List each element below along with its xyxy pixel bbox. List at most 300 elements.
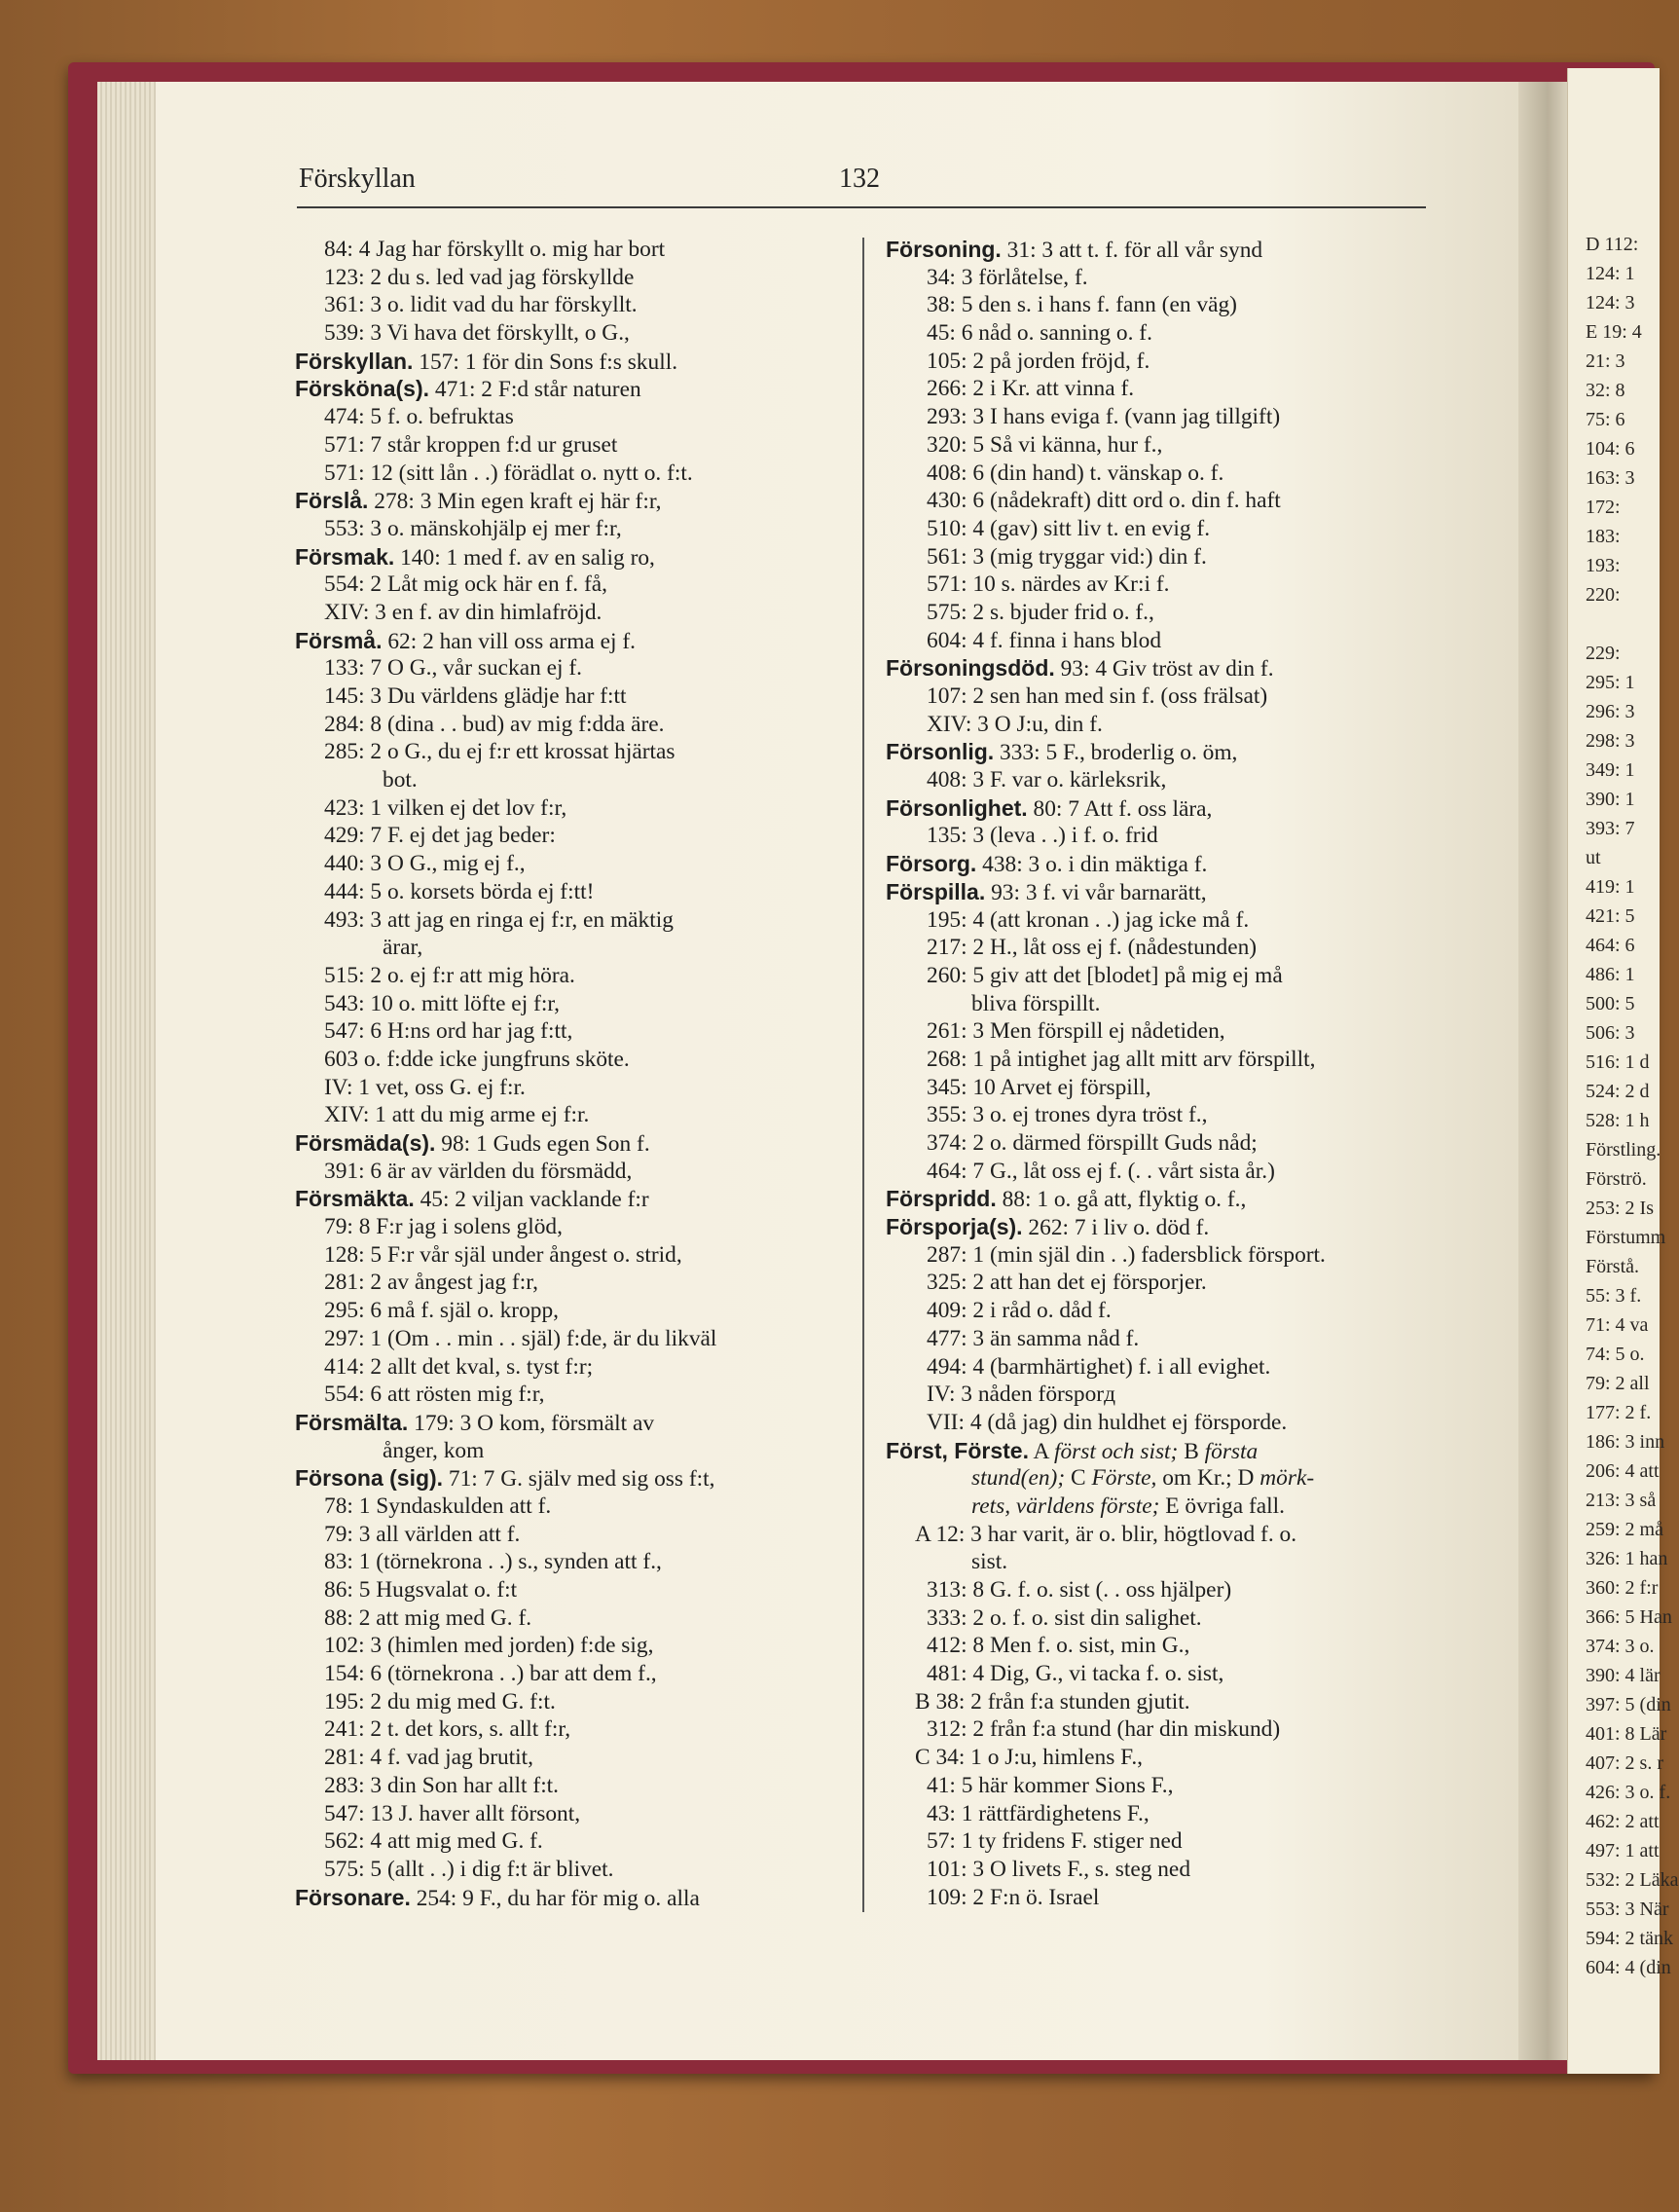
reference-text: 38: 5 den s. i hans f. fann (en väg) bbox=[927, 292, 1237, 318]
reference-text: 241: 2 t. det kors, s. allt f:r, bbox=[324, 1716, 571, 1743]
italic-text: först och sist; bbox=[1053, 1438, 1179, 1464]
index-reference-line bbox=[886, 1269, 1431, 1297]
reference-text: 571: 12 (sitt lån . .) förädlat o. nytt o. f:t. bbox=[324, 460, 693, 486]
reference-text: 543: 10 o. mitt löfte ej f:r, bbox=[324, 990, 561, 1016]
index-reference-line bbox=[886, 543, 1431, 571]
index-reference-line bbox=[295, 319, 845, 348]
reference-text: ärar, bbox=[383, 935, 423, 961]
reference-text: 313: 8 G. f. o. sist (. . oss hjälper) bbox=[927, 1577, 1232, 1603]
reference-text: 45: 2 viljan vacklande f:r bbox=[414, 1187, 649, 1213]
next-page-fragment: 594: 2 tänk bbox=[1586, 1928, 1673, 1949]
next-page-fragment: 183: bbox=[1586, 526, 1621, 547]
reference-text: 254: 9 F., du har för mig o. alla bbox=[410, 1885, 700, 1911]
index-reference-line bbox=[886, 906, 1431, 935]
next-page-fragment: 75: 6 bbox=[1586, 409, 1625, 430]
next-page-fragment: 259: 2 må bbox=[1586, 1519, 1663, 1540]
index-reference-line bbox=[886, 599, 1431, 627]
index-reference-line bbox=[886, 1353, 1431, 1382]
index-reference-line bbox=[295, 1827, 845, 1856]
next-page-fragment: 486: 1 bbox=[1586, 964, 1635, 985]
index-reference-line bbox=[295, 1576, 845, 1604]
reference-text: 575: 2 s. bjuder frid o. f., bbox=[927, 599, 1154, 625]
next-page-fragment: 516: 1 d bbox=[1586, 1051, 1650, 1073]
reference-text: 79: 3 all världen att f. bbox=[324, 1521, 521, 1547]
index-reference-line bbox=[295, 264, 845, 292]
next-page-fragment: 55: 3 f. bbox=[1586, 1285, 1642, 1307]
reference-text: 43: 1 rättfärdighetens F., bbox=[927, 1800, 1150, 1826]
next-page-fragment: 397: 5 (din bbox=[1586, 1694, 1671, 1715]
next-page-fragment: 296: 3 bbox=[1586, 701, 1635, 722]
reference-text: 78: 1 Syndaskulden att f. bbox=[324, 1493, 552, 1519]
reference-text: 539: 3 Vi hava det förskyllt, o G., bbox=[324, 320, 630, 347]
index-reference-line bbox=[886, 1772, 1431, 1800]
reference-text: 295: 6 må f. själ o. kropp, bbox=[324, 1298, 560, 1324]
index-headword-line bbox=[886, 654, 1431, 682]
index-reference-line bbox=[886, 1017, 1431, 1046]
reference-text: 562: 4 att mig med G. f. bbox=[324, 1828, 543, 1855]
index-headword-line bbox=[295, 1129, 845, 1158]
index-headword-line bbox=[295, 543, 845, 571]
next-page-fragment: 604: 4 (din bbox=[1586, 1957, 1671, 1978]
index-reference-line bbox=[886, 934, 1431, 962]
index-reference-line bbox=[886, 1715, 1431, 1744]
index-reference-line bbox=[295, 515, 845, 543]
reference-text: 481: 4 Dig, G., vi tacka f. o. sist, bbox=[927, 1661, 1224, 1687]
index-reference-line bbox=[295, 1297, 845, 1325]
index-reference-line bbox=[886, 1046, 1431, 1074]
reference-text: 41: 5 här kommer Sions F., bbox=[927, 1772, 1174, 1798]
header-rule bbox=[297, 206, 1426, 208]
reference-text: 408: 6 (din hand) t. vänskap o. f. bbox=[927, 460, 1224, 486]
next-page-fragment: 124: 1 bbox=[1586, 263, 1635, 284]
reference-text: 493: 3 att jag en ringa ej f:r, en mäktig bbox=[324, 906, 674, 933]
next-page-fragment: 401: 8 Lär bbox=[1586, 1723, 1667, 1745]
reference-text: 297: 1 (Om . . min . . själ) f:de, är du likväl bbox=[324, 1325, 717, 1351]
index-reference-line bbox=[295, 571, 845, 599]
reference-text: 98: 1 Guds egen Son f. bbox=[435, 1131, 650, 1157]
index-reference-line bbox=[886, 627, 1431, 655]
next-page-fragment: 366: 5 Han bbox=[1586, 1606, 1672, 1628]
reference-text: 285: 2 o G., du ej f:r ett krossat hjärtas bbox=[324, 739, 675, 765]
reference-text: 575: 5 (allt . .) i dig f:t är blivet. bbox=[324, 1856, 614, 1882]
next-page-fragment: 464: 6 bbox=[1586, 935, 1635, 956]
next-page-fragment: 506: 3 bbox=[1586, 1022, 1635, 1044]
reference-text: 140: 1 med f. av en salig ro, bbox=[394, 544, 655, 571]
reference-text: 320: 5 Så vi känna, hur f., bbox=[927, 431, 1163, 458]
reference-text: ånger, kom bbox=[383, 1437, 485, 1463]
index-reference-line bbox=[295, 962, 845, 990]
index-reference-line bbox=[886, 1409, 1431, 1437]
index-headword-line bbox=[295, 627, 845, 655]
reference-text: 262: 7 i liv o. död f. bbox=[1022, 1215, 1210, 1241]
next-page-fragment: 71: 4 va bbox=[1586, 1314, 1649, 1336]
reference-text: 93: 4 Giv tröst av din f. bbox=[1054, 656, 1274, 682]
next-page-fragment: 553: 3 När bbox=[1586, 1899, 1669, 1920]
italic-text: första bbox=[1204, 1438, 1259, 1464]
reference-text: 571: 7 står kroppen f:d ur gruset bbox=[324, 431, 618, 458]
reference-text: 157: 1 för din Sons f:s skull. bbox=[413, 349, 678, 375]
next-page-fragment: Förstling. bbox=[1586, 1139, 1661, 1161]
next-page-fragment: 172: bbox=[1586, 497, 1621, 518]
next-page-fragment: 497: 1 att bbox=[1586, 1840, 1660, 1862]
index-headword-line bbox=[886, 794, 1431, 823]
reference-text: 474: 5 f. o. befruktas bbox=[324, 404, 514, 430]
reference-text: 88: 1 o. gå att, flyktig o. f., bbox=[996, 1187, 1247, 1213]
index-reference-line bbox=[295, 236, 845, 264]
headword: Försonlighet. bbox=[886, 794, 1028, 821]
reference-text: sist. bbox=[971, 1549, 1008, 1575]
reference-text: 464: 7 G., låt oss ej f. (. . vårt sista år.) bbox=[927, 1158, 1275, 1184]
reference-text: XIV: 1 att du mig arme ej f:r. bbox=[324, 1102, 590, 1128]
index-reference-line bbox=[886, 348, 1431, 376]
index-reference-line bbox=[886, 1688, 1431, 1716]
reference-text: 471: 2 F:d står naturen bbox=[429, 377, 641, 403]
next-page-fragment: 206: 4 att bbox=[1586, 1460, 1660, 1482]
index-headword-line bbox=[886, 850, 1431, 878]
next-page-fragment: 229: bbox=[1586, 643, 1621, 664]
next-page-fragment: 426: 3 o. f. bbox=[1586, 1782, 1671, 1803]
next-page-fragment: 213: 3 så bbox=[1586, 1490, 1657, 1511]
index-reference-line bbox=[886, 1884, 1431, 1912]
headword: Försonare. bbox=[295, 1884, 411, 1910]
index-reference-line bbox=[295, 822, 845, 850]
index-headword-line bbox=[295, 1409, 845, 1437]
index-reference-line bbox=[886, 1158, 1431, 1186]
reference-text: 438: 3 o. i din mäktiga f. bbox=[976, 852, 1208, 878]
index-reference-line bbox=[295, 1856, 845, 1884]
reference-text: E övriga fall. bbox=[1159, 1493, 1285, 1519]
reference-text: 266: 2 i Kr. att vinna f. bbox=[927, 376, 1135, 402]
headword: Försoning. bbox=[886, 237, 1002, 262]
index-reference-line bbox=[886, 962, 1431, 990]
index-headword-line bbox=[886, 738, 1431, 766]
running-head-word: Förskyllan bbox=[299, 164, 416, 194]
reference-text: 31: 3 att t. f. för all vår synd bbox=[1001, 238, 1263, 263]
reference-text: 391: 6 är av världen du försmädd, bbox=[324, 1158, 633, 1184]
index-reference-line bbox=[295, 1241, 845, 1270]
next-page-fragment: 220: bbox=[1586, 584, 1621, 606]
index-reference-line bbox=[886, 1101, 1431, 1129]
index-headword-line bbox=[886, 1185, 1431, 1213]
reference-text: 284: 8 (dina . . bud) av mig f:dda äre. bbox=[324, 711, 665, 737]
index-reference-line bbox=[886, 1129, 1431, 1158]
index-reference-line bbox=[295, 850, 845, 878]
index-reference-line bbox=[295, 1269, 845, 1297]
index-reference-line bbox=[295, 1158, 845, 1186]
next-page-fragment: 374: 3 o. bbox=[1586, 1636, 1655, 1657]
reference-text: B bbox=[1178, 1438, 1205, 1464]
reference-text: 408: 3 F. var o. kärleksrik, bbox=[927, 767, 1167, 793]
next-page-fragment: 74: 5 o. bbox=[1586, 1344, 1645, 1365]
reference-text: 603 o. f:dde icke jungfruns sköte. bbox=[324, 1046, 630, 1072]
index-headword-line bbox=[886, 236, 1431, 264]
index-reference-line bbox=[295, 1325, 845, 1353]
reference-text: om Kr.; D bbox=[1156, 1465, 1260, 1492]
page-number: 132 bbox=[839, 164, 880, 194]
reference-text: 71: 7 G. själv med sig oss f:t, bbox=[443, 1466, 715, 1493]
index-reference-line bbox=[295, 1046, 845, 1074]
index-reference-line bbox=[886, 1381, 1431, 1409]
reference-text: A bbox=[1028, 1438, 1054, 1464]
reference-text: 86: 5 Hugsvalat o. f:t bbox=[324, 1577, 518, 1603]
reference-text: 93: 3 f. vi vår barnarätt, bbox=[985, 879, 1207, 905]
index-headword-line bbox=[886, 878, 1431, 906]
reference-text: 283: 3 din Son har allt f:t. bbox=[324, 1772, 560, 1798]
index-reference-line bbox=[295, 738, 845, 766]
reference-text: 128: 5 F:r vår själ under ångest o. strid, bbox=[324, 1241, 682, 1268]
next-page-fragment: E 19: 4 bbox=[1586, 321, 1642, 343]
next-page-fragment: 326: 1 han bbox=[1586, 1548, 1668, 1569]
italic-text: rets, världens förste; bbox=[971, 1493, 1160, 1519]
reference-text: 374: 2 o. därmed förspillt Guds nåd; bbox=[927, 1130, 1258, 1156]
reference-text: 79: 8 F:r jag i solens glöd, bbox=[324, 1214, 563, 1240]
next-page-fragment: 393: 7 bbox=[1586, 818, 1635, 839]
next-page-fragment: 349: 1 bbox=[1586, 759, 1635, 781]
italic-text: Förste, bbox=[1091, 1465, 1157, 1492]
index-reference-line bbox=[295, 1353, 845, 1382]
next-page-fragment: 163: 3 bbox=[1586, 467, 1635, 489]
reference-text: 84: 4 Jag har förskyllt o. mig har bort bbox=[324, 237, 666, 262]
index-reference-line bbox=[886, 1464, 1431, 1493]
index-reference-line bbox=[886, 1800, 1431, 1828]
index-reference-line bbox=[886, 1660, 1431, 1688]
reference-text: 34: 3 förlåtelse, f. bbox=[927, 264, 1088, 290]
reference-text: IV: 1 vet, oss G. ej f:r. bbox=[324, 1074, 526, 1100]
reference-text: 561: 3 (mig tryggar vid:) din f. bbox=[927, 543, 1207, 570]
reference-text: 571: 10 s. närdes av Kr:i f. bbox=[927, 571, 1170, 598]
index-reference-line bbox=[295, 766, 845, 794]
reference-text: 102: 3 (himlen med jorden) f:de sig, bbox=[324, 1633, 654, 1659]
reference-text: 88: 2 att mig med G. f. bbox=[324, 1604, 532, 1631]
index-reference-line bbox=[886, 1576, 1431, 1604]
reference-text: 423: 1 vilken ej det lov f:r, bbox=[324, 794, 567, 821]
reference-text: 547: 6 H:ns ord har jag f:tt, bbox=[324, 1018, 573, 1045]
index-reference-line bbox=[886, 291, 1431, 319]
index-reference-line bbox=[886, 1521, 1431, 1549]
index-reference-line bbox=[886, 1074, 1431, 1102]
next-page-fragment: 532: 2 Läka bbox=[1586, 1869, 1679, 1891]
index-reference-line bbox=[295, 1548, 845, 1576]
reference-text: 554: 2 Låt mig ock här en f. få, bbox=[324, 571, 607, 598]
index-reference-line bbox=[295, 1381, 845, 1409]
reference-text: 409: 2 i råd o. dåd f. bbox=[927, 1298, 1112, 1324]
headword: Försmälta. bbox=[295, 1409, 409, 1435]
reference-text: 109: 2 F:n ö. Israel bbox=[927, 1884, 1100, 1910]
reference-text: C 34: 1 o J:u, himlens F., bbox=[915, 1745, 1144, 1771]
next-page-fragment: 193: bbox=[1586, 555, 1621, 576]
reference-text: 195: 2 du mig med G. f:t. bbox=[324, 1688, 556, 1714]
reference-text: 312: 2 från f:a stund (har din miskund) bbox=[927, 1716, 1281, 1743]
reference-text: 179: 3 O kom, försmält av bbox=[408, 1410, 655, 1436]
reference-text: 45: 6 nåd o. sanning o. f. bbox=[927, 320, 1152, 347]
reference-text: 444: 5 o. korsets börda ej f:tt! bbox=[324, 878, 595, 904]
next-page-fragment: 390: 1 bbox=[1586, 789, 1635, 810]
next-page-fragment: Förstumm bbox=[1586, 1227, 1666, 1248]
index-reference-line bbox=[295, 1101, 845, 1129]
reference-text: 145: 3 Du världens glädje har f:tt bbox=[324, 683, 627, 709]
index-headword-line bbox=[295, 487, 845, 515]
index-reference-line bbox=[886, 990, 1431, 1018]
headword: Försona (sig). bbox=[295, 1465, 444, 1492]
index-reference-line bbox=[886, 319, 1431, 348]
reference-text: C bbox=[1065, 1465, 1092, 1492]
headword: Förspridd. bbox=[886, 1186, 997, 1212]
left-column bbox=[295, 236, 845, 1911]
reference-text: 80: 7 Att f. oss lära, bbox=[1027, 795, 1213, 822]
reference-text: bliva förspillt. bbox=[971, 990, 1101, 1016]
column-rule bbox=[862, 238, 864, 1912]
index-headword-line bbox=[295, 1185, 845, 1213]
reference-text: 547: 13 J. haver allt försont, bbox=[324, 1800, 581, 1826]
index-reference-line bbox=[295, 1688, 845, 1716]
index-reference-line bbox=[295, 599, 845, 627]
headword: Försmak. bbox=[295, 543, 395, 570]
headword: Försköna(s). bbox=[295, 376, 430, 402]
index-reference-line bbox=[886, 487, 1431, 515]
reference-text: 325: 2 att han det ej försporjer. bbox=[927, 1270, 1207, 1296]
index-reference-line bbox=[295, 1074, 845, 1102]
reference-text: 260: 5 giv att det [blodet] på mig ej må bbox=[927, 962, 1283, 988]
index-reference-line bbox=[295, 711, 845, 739]
next-page-fragment: 500: 5 bbox=[1586, 993, 1635, 1014]
index-reference-line bbox=[886, 1744, 1431, 1772]
next-page-fragment: D 112: bbox=[1586, 234, 1639, 255]
index-reference-line bbox=[295, 291, 845, 319]
reference-text: bot. bbox=[383, 767, 418, 793]
reference-text: 414: 2 allt det kval, s. tyst f:r; bbox=[324, 1353, 594, 1380]
next-page-fragment: 390: 4 lär bbox=[1586, 1665, 1661, 1686]
reference-text: 83: 1 (törnekrona . .) s., synden att f., bbox=[324, 1549, 662, 1575]
reference-text: 278: 3 Min egen kraft ej här f:r, bbox=[368, 489, 662, 515]
reference-text: 195: 4 (att kronan . .) jag icke må f. bbox=[927, 906, 1250, 933]
index-reference-line bbox=[886, 403, 1431, 431]
reference-text: 62: 2 han vill oss arma ej f. bbox=[382, 628, 636, 654]
next-page-fragment: ut bbox=[1586, 847, 1601, 868]
index-reference-line bbox=[886, 1632, 1431, 1660]
headword: Försoningsdöd. bbox=[886, 655, 1055, 682]
index-reference-line bbox=[295, 1017, 845, 1046]
index-headword-line bbox=[295, 1884, 845, 1912]
index-reference-line bbox=[295, 878, 845, 906]
reference-text: 361: 3 o. lidit vad du har förskyllt. bbox=[324, 292, 638, 318]
index-reference-line bbox=[295, 934, 845, 962]
index-reference-line bbox=[886, 1297, 1431, 1325]
headword: Försorg. bbox=[886, 851, 977, 877]
reference-text: 429: 7 F. ej det jag beder: bbox=[324, 823, 556, 849]
next-page-fragment: 298: 3 bbox=[1586, 730, 1635, 752]
index-reference-line bbox=[295, 431, 845, 460]
reference-text: 440: 3 O G., mig ej f., bbox=[324, 851, 526, 877]
index-headword-line bbox=[886, 1437, 1431, 1465]
reference-text: 287: 1 (min själ din . .) fadersblick försport. bbox=[927, 1241, 1326, 1268]
next-page-fragment: 186: 3 inn bbox=[1586, 1431, 1665, 1453]
index-reference-line bbox=[295, 1715, 845, 1744]
next-page-fragment: Förströ. bbox=[1586, 1168, 1647, 1190]
next-page-fragment: 360: 2 f:r bbox=[1586, 1577, 1659, 1599]
next-page-fragment: 32: 8 bbox=[1586, 380, 1625, 401]
reference-text: 105: 2 på jorden fröjd, f. bbox=[927, 348, 1150, 374]
index-reference-line bbox=[295, 1493, 845, 1521]
reference-text: 281: 4 f. vad jag brutit, bbox=[324, 1745, 534, 1771]
next-page-fragment: 524: 2 d bbox=[1586, 1081, 1650, 1102]
reference-text: 107: 2 sen han med sin f. (oss frälsat) bbox=[927, 683, 1268, 709]
reference-text: 154: 6 (törnekrona . .) bar att dem f., bbox=[324, 1661, 657, 1687]
next-page-fragment: 407: 2 s. r bbox=[1586, 1752, 1663, 1774]
reference-text: 355: 3 o. ej trones dyra tröst f., bbox=[927, 1102, 1208, 1128]
index-reference-line bbox=[886, 460, 1431, 488]
reference-text: 57: 1 ty fridens F. stiger ned bbox=[927, 1828, 1183, 1855]
reference-text: B 38: 2 från f:a stunden gjutit. bbox=[915, 1688, 1190, 1714]
headword: Försporja(s). bbox=[886, 1214, 1023, 1240]
reference-text: A 12: 3 har varit, är o. blir, högtlovad f. o. bbox=[915, 1521, 1297, 1547]
index-reference-line bbox=[295, 1772, 845, 1800]
headword: Försmäda(s). bbox=[295, 1130, 436, 1156]
next-page-fragment: 295: 1 bbox=[1586, 672, 1635, 693]
index-headword-line bbox=[295, 348, 845, 376]
italic-text: stund(en); bbox=[971, 1465, 1066, 1492]
index-reference-line bbox=[295, 990, 845, 1018]
reference-text: 293: 3 I hans eviga f. (vann jag tillgift) bbox=[927, 404, 1281, 430]
index-reference-line bbox=[295, 1213, 845, 1241]
index-reference-line bbox=[295, 1437, 845, 1465]
index-reference-line bbox=[886, 264, 1431, 292]
next-page-fragment: 462: 2 att bbox=[1586, 1811, 1660, 1832]
next-page-fragment: 124: 3 bbox=[1586, 292, 1635, 313]
index-reference-line bbox=[886, 711, 1431, 739]
headword: Förslå. bbox=[295, 488, 369, 514]
right-page-fragment bbox=[1567, 68, 1679, 2074]
headword: Förskyllan. bbox=[295, 348, 414, 374]
next-page-fragment: 419: 1 bbox=[1586, 876, 1635, 898]
next-page-fragment: 79: 2 all bbox=[1586, 1373, 1650, 1394]
reference-text: 604: 4 f. finna i hans blod bbox=[927, 627, 1162, 653]
index-headword-line bbox=[295, 1464, 845, 1493]
reference-text: IV: 3 nåden försporд bbox=[927, 1382, 1115, 1408]
index-reference-line bbox=[886, 1827, 1431, 1856]
index-reference-line bbox=[886, 375, 1431, 403]
index-reference-line bbox=[295, 403, 845, 431]
next-page-fragment: 104: 6 bbox=[1586, 438, 1635, 460]
index-reference-line bbox=[295, 682, 845, 711]
index-reference-line bbox=[886, 571, 1431, 599]
index-reference-line bbox=[886, 1548, 1431, 1576]
index-reference-line bbox=[886, 766, 1431, 794]
reference-text: 281: 2 av ångest jag f:r, bbox=[324, 1270, 538, 1296]
reference-text: 494: 4 (barmhärtighet) f. i all evighet. bbox=[927, 1353, 1271, 1380]
reference-text: 510: 4 (gav) sitt liv t. en evig f. bbox=[927, 515, 1211, 541]
reference-text: 345: 10 Arvet ej förspill, bbox=[927, 1074, 1151, 1100]
index-reference-line bbox=[295, 1744, 845, 1772]
next-page-fragment: 177: 2 f. bbox=[1586, 1402, 1652, 1423]
index-reference-line bbox=[295, 906, 845, 935]
headword: Försmäkta. bbox=[295, 1186, 415, 1212]
index-reference-line bbox=[886, 431, 1431, 460]
reference-text: 268: 1 på intighet jag allt mitt arv förspillt, bbox=[927, 1046, 1316, 1072]
index-headword-line bbox=[295, 375, 845, 403]
index-reference-line bbox=[886, 1325, 1431, 1353]
reference-text: 261: 3 Men förspill ej nådetiden, bbox=[927, 1018, 1225, 1045]
index-reference-line bbox=[295, 1632, 845, 1660]
reference-text: XIV: 3 en f. av din himlafröjd. bbox=[324, 599, 602, 625]
next-page-fragment: 528: 1 h bbox=[1586, 1110, 1650, 1131]
index-reference-line bbox=[886, 515, 1431, 543]
index-reference-line bbox=[295, 1660, 845, 1688]
next-page-fragment: 253: 2 Is bbox=[1586, 1198, 1654, 1219]
index-reference-line bbox=[886, 1241, 1431, 1270]
headword: Förspilla. bbox=[886, 878, 986, 904]
index-reference-line bbox=[295, 654, 845, 682]
reference-text: 217: 2 H., låt oss ej f. (nådestunden) bbox=[927, 935, 1258, 961]
